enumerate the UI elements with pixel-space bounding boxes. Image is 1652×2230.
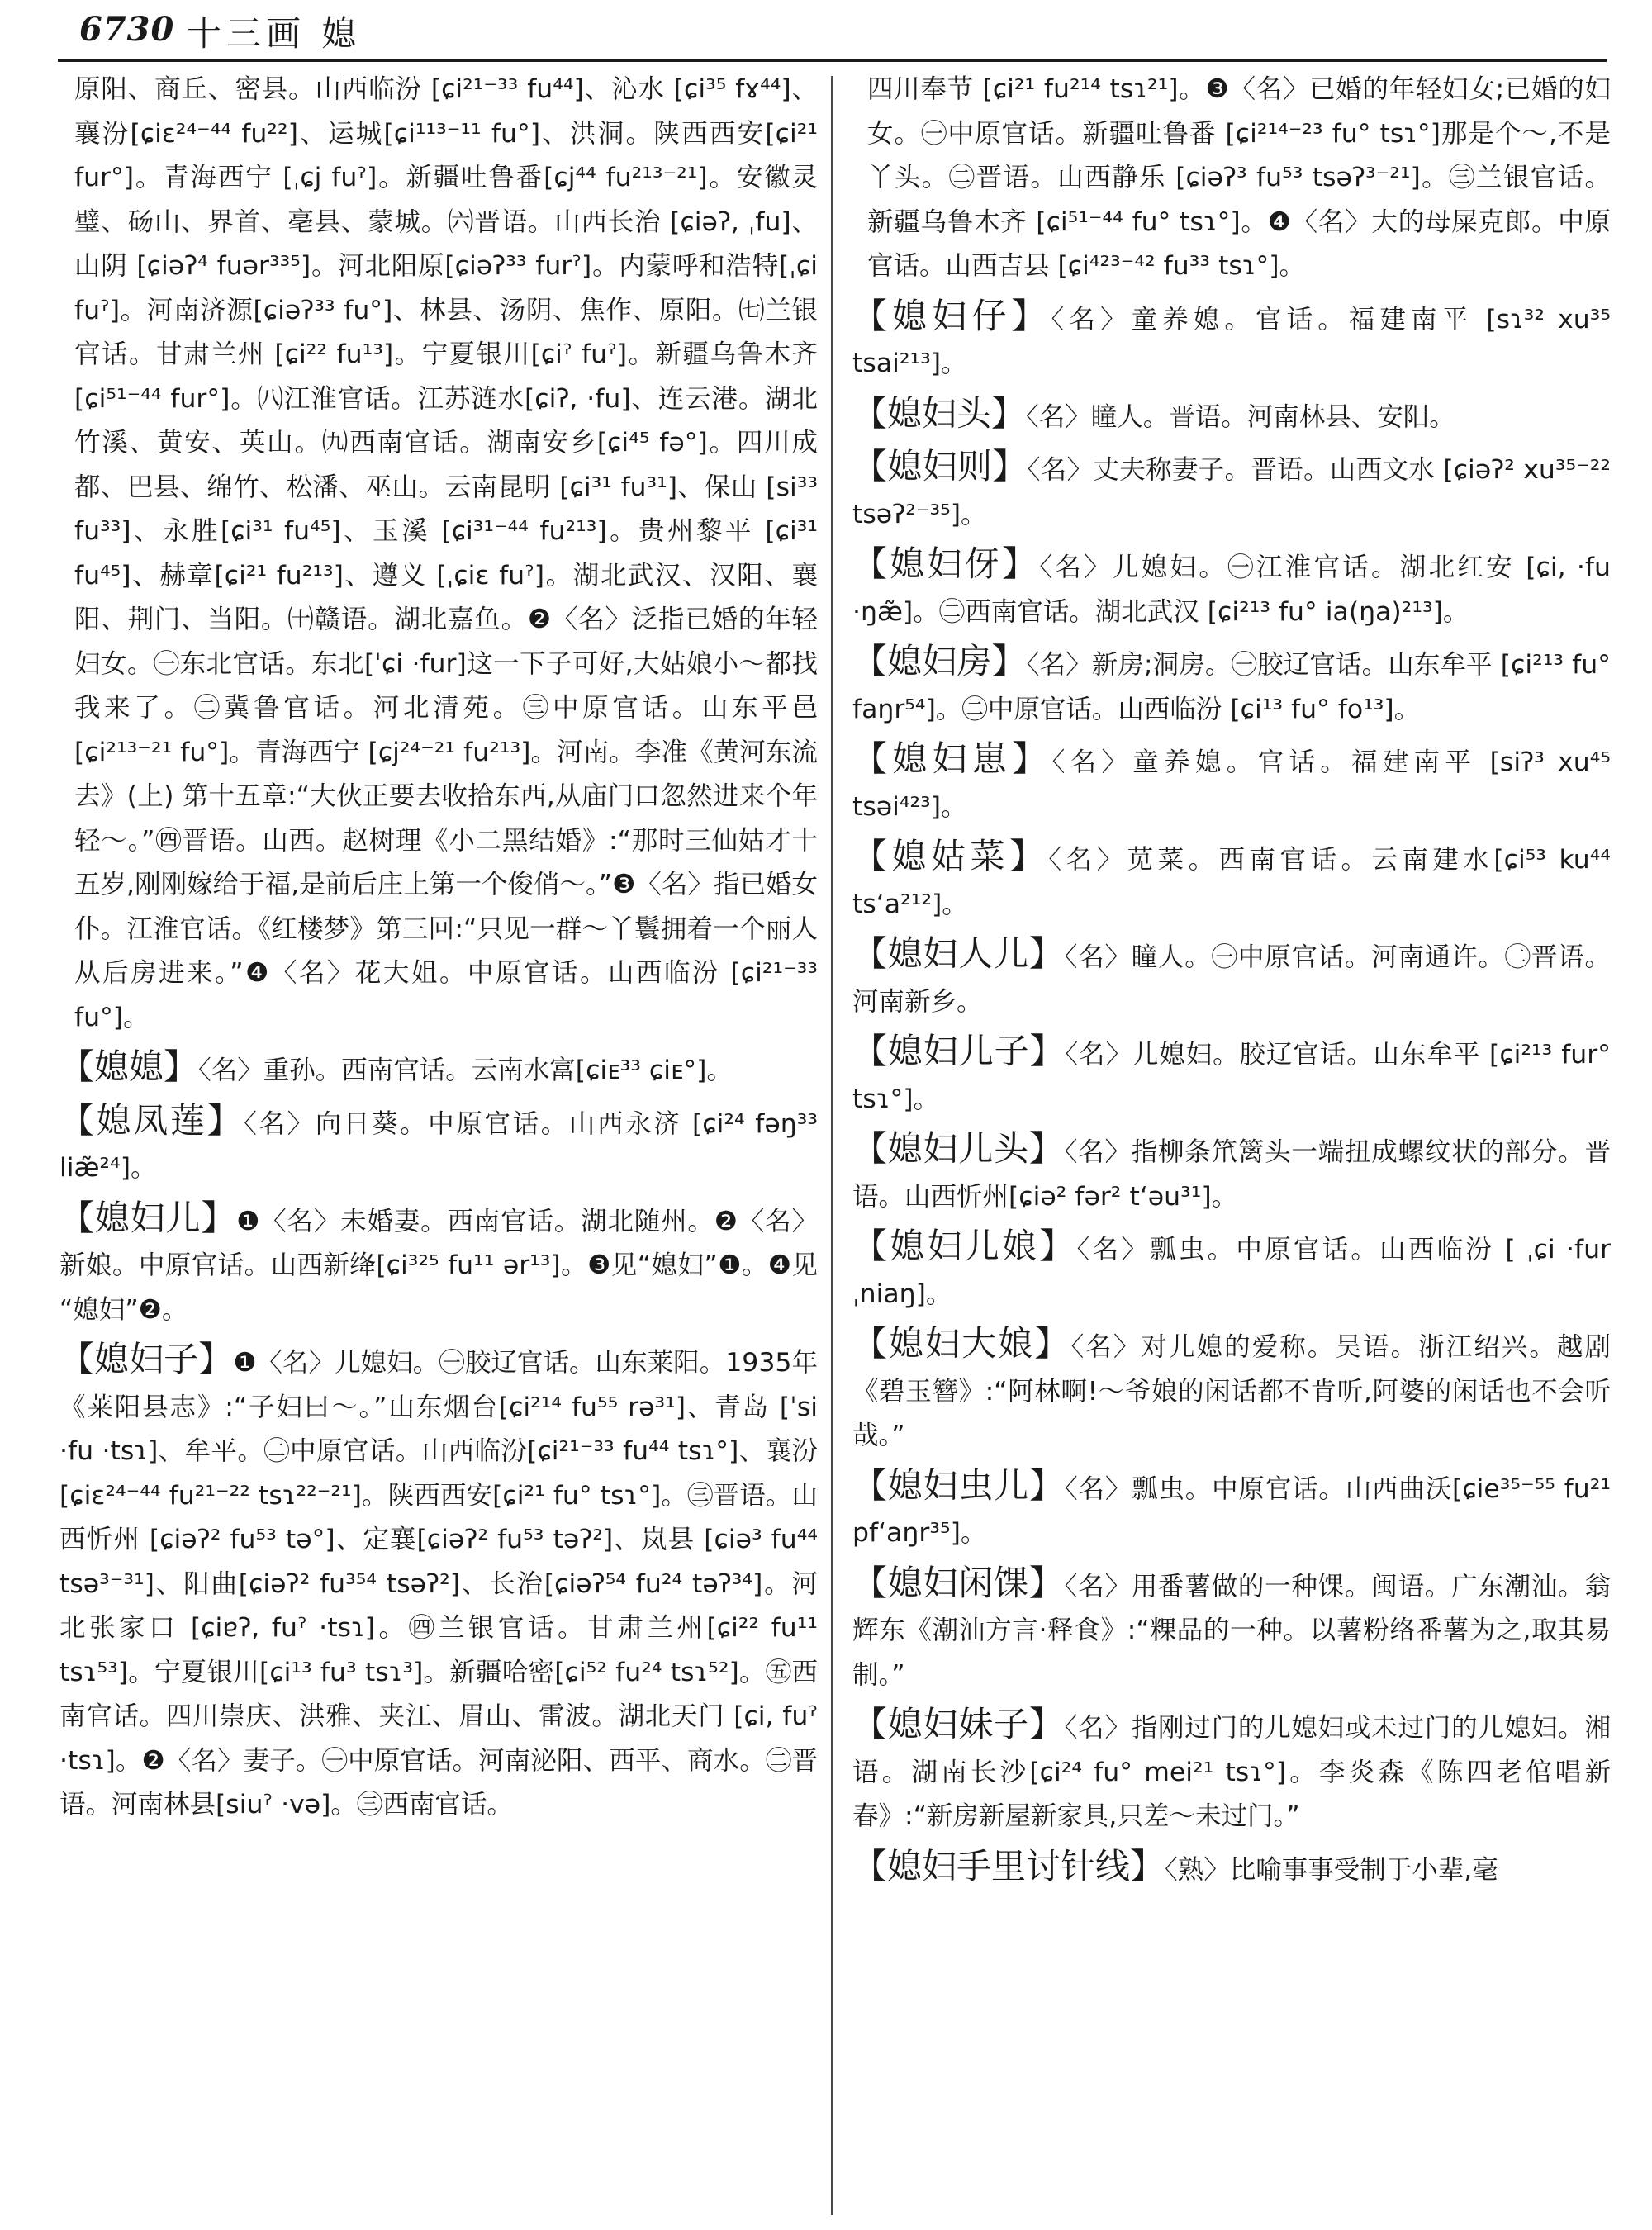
entry-headword: 【媳凤莲】 bbox=[59, 1099, 244, 1141]
entry-definition: 〈名〉儿媳妇。㊀江淮官话。湖北红安 [ɕi, ·fu ·ŋæ̃]。㊁西南官话。湖北武汉 [ɕi²¹³ fu° ia(ŋa)²¹³]。 bbox=[852, 553, 1611, 627]
dictionary-entry bbox=[852, 834, 1611, 927]
header-rule bbox=[58, 59, 1607, 62]
entry-headword: 【媳妇儿娘】 bbox=[852, 1226, 1077, 1266]
entry-definition: 〈名〉对儿媳的爱称。吴语。浙江绍兴。越剧《碧玉簪》:“阿林啊!～爷娘的闲话都不肯听,阿婆的闲话也不会听哉。” bbox=[852, 1332, 1611, 1450]
entry-headword: 【媳妇人儿】 bbox=[852, 933, 1065, 974]
entry-headword: 【媳妇子】 bbox=[59, 1339, 234, 1379]
entry-headword: 【媳妇儿】 bbox=[59, 1197, 237, 1238]
dictionary-entry bbox=[852, 542, 1611, 634]
entry-definition: 〈名〉瞳人。晋语。河南林县、安阳。 bbox=[1026, 401, 1455, 432]
entry-definition: 〈名〉指刚过门的儿媳妇或未过门的儿媳妇。湘语。湖南长沙[ɕi²⁴ fu° mei²¹ tsɿ°]。李炎森《陈四老倌唱新春》:“新房新屋新家具,只差～未过门。” bbox=[852, 1713, 1611, 1831]
page-header bbox=[0, 0, 1652, 64]
dictionary-entry bbox=[852, 1224, 1611, 1317]
entry-definition: 〈名〉苋菜。西南官话。云南建水[ɕi⁵³ ku⁴⁴ tsʻa²¹²]。 bbox=[852, 845, 1611, 919]
entry-headword: 【媳妇则】 bbox=[852, 446, 1028, 486]
dictionary-entry bbox=[852, 294, 1611, 387]
dictionary-entry bbox=[852, 639, 1611, 732]
entry-definition: 〈名〉瞳人。㊀中原官话。河南通许。㊁晋语。河南新乡。 bbox=[852, 942, 1611, 1017]
dictionary-entry bbox=[59, 1196, 818, 1333]
entry-definition: 〈名〉指柳条笊篱头一端扭成螺纹状的部分。晋语。山西忻州[ɕiə² fər² tʻəu³¹]。 bbox=[852, 1137, 1611, 1212]
entry-headword: 【媳妇虫儿】 bbox=[852, 1464, 1065, 1506]
entry-definition: 〈名〉向日葵。中原官话。山西永济 [ɕi²⁴ fəŋ³³ liæ̃²⁴]。 bbox=[59, 1108, 818, 1183]
entry-headword: 【媳妇儿子】 bbox=[852, 1031, 1066, 1071]
dictionary-entry bbox=[59, 1045, 818, 1094]
entry-definition: 〈名〉重孙。西南官话。云南水富[ɕiᴇ³³ ɕiᴇ°]。 bbox=[198, 1056, 733, 1085]
entry-headword: 【媳妇大娘】 bbox=[852, 1323, 1071, 1364]
entry-headword: 【媳媳】 bbox=[59, 1046, 199, 1087]
entry-definition: 〈名〉瓢虫。中原官话。山西曲沃[ɕie³⁵⁻⁵⁵ fu²¹ pfʻaŋr³⁵]。 bbox=[852, 1473, 1611, 1548]
entry-headword: 【媳妇妹子】 bbox=[852, 1704, 1065, 1744]
continuation-text: 四川奉节 [ɕi²¹ fu²¹⁴ tsɿ²¹]。❸〈名〉已婚的年轻妇女;已婚的妇女。㊀中原官话。新疆吐鲁番 [ɕi²¹⁴⁻²³ fu° tsɿ°]那是个～,不是丫头。㊁晋语。山西静乐 [ɕiəʔ³ fu⁵³ tsəʔ³⁻²¹]。㊂兰银官话。新疆乌鲁木齐 [ɕi⁵¹⁻⁴⁴ fu° tsɿ°]。❹〈名〉大的母屎克郎。中原官话。山西吉县 [ɕi⁴²³⁻⁴² fu³³ tsɿ°]。 bbox=[867, 74, 1611, 281]
dictionary-entry bbox=[852, 932, 1611, 1024]
entry-definition: 〈名〉丈夫称妻子。晋语。山西文水 [ɕiəʔ² xu³⁵⁻²² tsəʔ²⁻³⁵]。 bbox=[852, 455, 1611, 529]
page-number: 6730 bbox=[79, 10, 175, 49]
dictionary-entry bbox=[852, 737, 1611, 829]
dictionary-entry bbox=[852, 444, 1611, 537]
entry-definition: 〈名〉童养媳。官话。福建南平 [sɿ³² xu³⁵ tsai²¹³]。 bbox=[852, 304, 1611, 378]
dictionary-entry bbox=[852, 1029, 1611, 1122]
dictionary-entry bbox=[852, 391, 1611, 440]
dictionary-entry bbox=[59, 1337, 818, 1828]
entry-headword: 【媳妇仔】 bbox=[852, 295, 1051, 336]
entry-definition: ❶〈名〉儿媳妇。㊀胶辽官话。山东莱阳。1935年《莱阳县志》:“子妇曰～。”山东烟台[ɕi²¹⁴ fu⁵⁵ rə³¹]、青岛 [ˈsi ·fu ·tsɿ]、牟平。㊁中原官话。山西临汾[ɕi²¹⁻³³ fu⁴⁴ tsɿ°]、襄汾 [ɕiɛ²⁴⁻⁴⁴ fu²¹⁻²² tsɿ²²⁻²¹]。陕西西安[ɕi²¹ fu° tsɿ°]。㊂晋语。山西忻州 [ɕiəʔ² fu⁵³ tə°]、定襄[ɕiəʔ² fu⁵³ təʔ²]、岚县 [ɕiə³ fu⁴⁴ tsə³⁻³¹]、阳曲[ɕiəʔ² fu³⁵⁴ tsəʔ²]、长治[ɕiəʔ⁵⁴ fu²⁴ təʔ³⁴]。河北张家口 [ɕiɐʔ, fuˀ ·tsɿ]。㊃兰银官话。甘肃兰州[ɕi²² fu¹¹ tsɿ⁵³]。宁夏银川[ɕi¹³ fu³ tsɿ³]。新疆哈密[ɕi⁵² fu²⁴ tsɿ⁵²]。㊄西南官话。四川崇庆、洪雅、夹江、眉山、雷波。湖北天门 [ɕi, fuˀ ·tsɿ]。❷〈名〉妻子。㊀中原官话。河南泌阳、西平、商水。㊁晋语。河南林县[siuˀ ·və]。㊂西南官话。 bbox=[59, 1348, 818, 1820]
entry-headword: 【媳妇儿头】 bbox=[852, 1128, 1065, 1169]
dictionary-entry bbox=[852, 1127, 1611, 1219]
continuation-text: 原阳、商丘、密县。山西临汾 [ɕi²¹⁻³³ fu⁴⁴]、沁水 [ɕi³⁵ fɤ⁴⁴]、襄汾[ɕiɛ²⁴⁻⁴⁴ fu²²]、运城[ɕi¹¹³⁻¹¹ fu°]、洪洞。陕西西安[ɕi²¹ fur°]。青海西宁 [ˌɕj fuˀ]。新疆吐鲁番[ɕj⁴⁴ fu²¹³⁻²¹]。安徽灵璧、砀山、界首、亳县、蒙城。㈥晋语。山西长治 [ɕiəʔ, ˌfu]、山阴 [ɕiəʔ⁴ fuər³³⁵]。河北阳原[ɕiəʔ³³ furˀ]。内蒙呼和浩特[ˌɕi fuˀ]。河南济源[ɕiəʔ³³ fu°]、林县、汤阴、焦作、原阳。㈦兰银官话。甘肃兰州 [ɕi²² fu¹³]。宁夏银川[ɕiˀ fuˀ]。新疆乌鲁木齐[ɕi⁵¹⁻⁴⁴ fur°]。㈧江淮官话。江苏涟水[ɕiʔ, ·fu]、连云港。湖北竹溪、黄安、英山。㈨西南官话。湖南安乡[ɕi⁴⁵ fə°]。四川成都、巴县、绵竹、松潘、巫山。云南昆明 [ɕi³¹ fu³¹]、保山 [si³³ fu³³]、永胜[ɕi³¹ fu⁴⁵]、玉溪 [ɕi³¹⁻⁴⁴ fu²¹³]。贵州黎平 [ɕi³¹ fu⁴⁵]、赫章[ɕi²¹ fu²¹³]、遵义 [ˌɕiɛ fuˀ]。湖北武汉、汉阳、襄阳、荆门、当阳。㈩赣语。湖北嘉鱼。❷〈名〉泛指已婚的年轻妇女。㊀东北官话。东北[ˈɕi ·fur]这一下子可好,大姑娘小～都找我来了。㊁冀鲁官话。河北清苑。㊂中原官话。山东平邑 [ɕi²¹³⁻²¹ fu°]。青海西宁 [ɕj²⁴⁻²¹ fu²¹³]。河南。李准《黄河东流去》(上) 第十五章:“大伙正要去收拾东西,从庙门口忽然进来个年轻～。”㊃晋语。山西。赵树理《小二黑结婚》:“那时三仙姑才十五岁,刚刚嫁给于福,是前后庄上第一个俊俏～。”❸〈名〉指已婚女仆。江淮官话。《红楼梦》第三回:“只见一群～丫鬟拥着一个丽人从后房进来。”❹〈名〉花大姐。中原官话。山西临汾 [ɕi²¹⁻³³ fu°]。 bbox=[74, 74, 818, 1032]
entry-headword: 【媳妇崽】 bbox=[852, 738, 1052, 779]
right-column bbox=[852, 68, 1611, 2223]
entry-headword: 【媳妇房】 bbox=[852, 641, 1027, 681]
entry-definition: 〈名〉用番薯做的一种馃。闽语。广东潮汕。翁辉东《潮汕方言·释食》:“粿品的一种。以薯粉络番薯为之,取其易制。” bbox=[852, 1571, 1611, 1690]
running-head: 十三画 媳 bbox=[187, 13, 362, 54]
entry-headword: 【媳妇头】 bbox=[852, 392, 1027, 434]
column-divider bbox=[831, 76, 833, 2215]
entry-definition: 〈名〉瓢虫。中原官话。山西临汾 [ ˌɕi ·fur ˌniaŋ]。 bbox=[852, 1235, 1611, 1309]
entry-headword: 【媳妇闲馃】 bbox=[852, 1562, 1065, 1603]
entry-headword: 【媳姑菜】 bbox=[852, 836, 1049, 876]
dictionary-entry bbox=[852, 1844, 1611, 1893]
entry-definition: 〈名〉童养媳。官话。福建南平 [siʔ³ xu⁴⁵ tsəi⁴²³]。 bbox=[852, 747, 1611, 822]
dictionary-entry bbox=[852, 1561, 1611, 1698]
entry-headword: 【媳妇手里讨针线】 bbox=[852, 1845, 1165, 1886]
left-column bbox=[59, 68, 818, 2223]
entry-definition: 〈名〉儿媳妇。胶辽官话。山东牟平 [ɕi²¹³ fur° tsɿ°]。 bbox=[852, 1040, 1611, 1114]
entry-definition: 〈熟〉比喻事事受制于小辈,毫 bbox=[1165, 1854, 1498, 1885]
entry-headword: 【媳妇伢】 bbox=[852, 543, 1040, 584]
entry-definition: ❶〈名〉未婚妻。西南官话。湖北随州。❷〈名〉新娘。中原官话。山西新绛[ɕi³²⁵ fu¹¹ ər¹³]。❸见“媳妇”❶。❹见 “媳妇”❷。 bbox=[59, 1206, 818, 1325]
dictionary-entry bbox=[59, 1098, 818, 1191]
entry-definition: 〈名〉新房;洞房。㊀胶辽官话。山东牟平 [ɕi²¹³ fu° faŋr⁵⁴]。㊁中原官话。山西临汾 [ɕi¹³ fu° fo¹³]。 bbox=[852, 650, 1611, 724]
dictionary-entry bbox=[852, 1702, 1611, 1839]
dictionary-entry bbox=[852, 1464, 1611, 1556]
dictionary-entry bbox=[852, 1321, 1611, 1459]
